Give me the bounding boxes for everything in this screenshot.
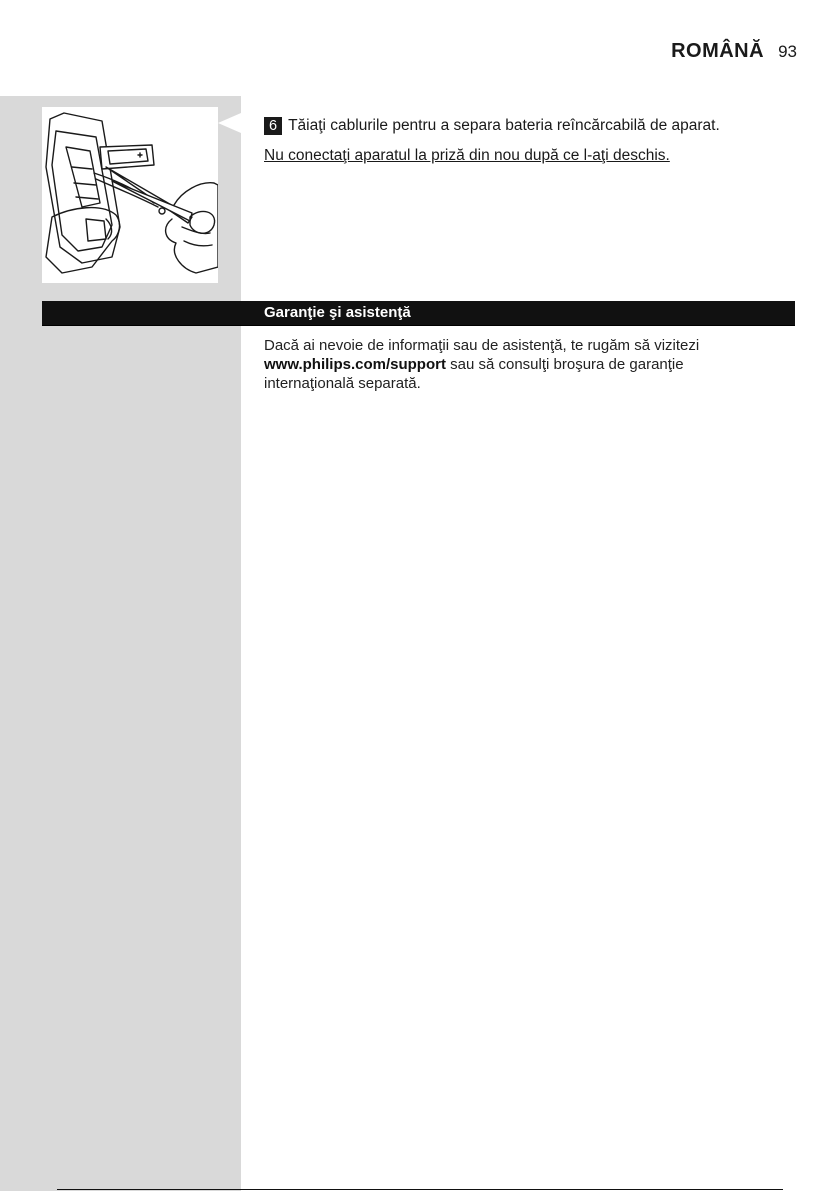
- page-header: [671, 40, 797, 63]
- language-label: ROMÂNĂ: [671, 40, 765, 62]
- illustration-pointer: [218, 113, 241, 133]
- scissors-illustration-icon: [42, 107, 218, 283]
- warning-text: Nu conectaţi aparatul la priză din nou după ce l-aţi deschis.: [264, 147, 670, 164]
- step-number-badge: 6: [264, 117, 282, 135]
- footer-rule: [57, 1189, 783, 1190]
- body-text-end: sau să consulţi broşura de garanţie internaţională separată.: [264, 356, 684, 392]
- step-instruction: [264, 116, 804, 136]
- body-text-start: Dacă ai nevoie de informaţii sau de asistenţă, te rugăm să vizitezi: [264, 337, 700, 354]
- section-body: [264, 336, 744, 393]
- page-number: 93: [778, 42, 797, 61]
- support-link[interactable]: www.philips.com/support: [264, 356, 446, 373]
- step-text: Tăiaţi cablurile pentru a separa bateria reîncărcabilă de aparat.: [288, 117, 720, 134]
- section-header-bar: [42, 301, 795, 326]
- section-title: Garanţie şi asistenţă: [264, 304, 411, 321]
